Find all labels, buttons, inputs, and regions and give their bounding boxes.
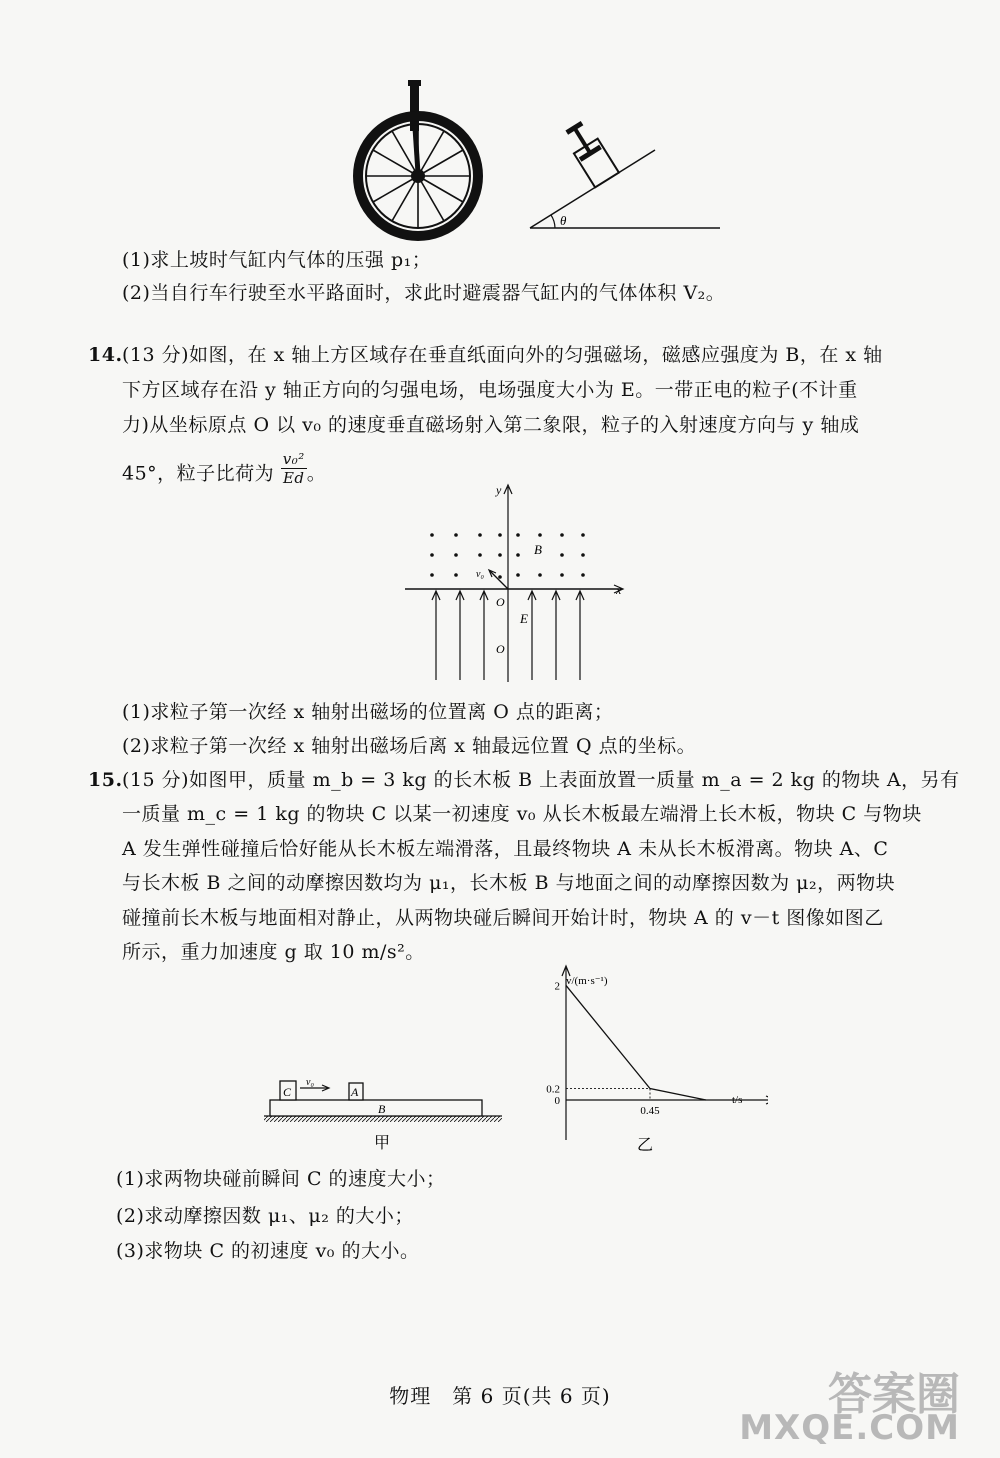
incline-shock-absorber-figure: [525, 110, 725, 235]
chart-ylabel: v/(m·s⁻¹): [566, 975, 608, 987]
q13-sub2: (2)当自行车行驶至水平路面时，求此时避震器气缸内的气体体积 V₂。: [122, 282, 726, 304]
lower-O-label: O: [496, 642, 505, 656]
series-A-line: [566, 985, 706, 1100]
q14-text-line3: 力)从坐标原点 O 以 v₀ 的速度垂直磁场射入第二象限，粒子的入射速度方向与 y 轴成: [122, 414, 860, 436]
q15-text-line5: 碰撞前长木板与地面相对静止，从两物块碰后瞬间开始计时，物块 A 的 v－t 图像如图乙: [122, 907, 884, 929]
q15-text-line4: 与长木板 B 之间的动摩擦因数均为 μ₁，长木板 B 与地面之间的动摩擦因数为 μ₂，两物块: [122, 872, 896, 894]
figure-jia: [262, 1070, 507, 1155]
x-axis-label: x: [616, 583, 622, 597]
chart-xlabel: t/s: [732, 1094, 743, 1106]
q15-number: 15.: [88, 769, 123, 791]
q15-sub1: (1)求两物块碰前瞬间 C 的速度大小；: [116, 1168, 446, 1190]
watermark-logo: 答案圈: [828, 1369, 960, 1420]
q13-sub1: (1)求上坡时气缸内气体的压强 p₁；: [122, 249, 432, 271]
block-A-label: A: [351, 1085, 359, 1099]
y-tick-0: 0: [554, 1095, 560, 1107]
origin-label: O: [496, 595, 505, 609]
ratio-end: 。: [306, 462, 327, 485]
q15-text-line6: 所示，重力加速度 g 取 10 m/s²。: [122, 941, 425, 963]
board-B-label: B: [378, 1102, 386, 1116]
q14-number: 14.: [88, 344, 123, 366]
bicycle-wheel-figure: [350, 78, 490, 243]
q15-text-line1: (15 分)如图甲，质量 m_b = 3 kg 的长木板 B 上表面放置一质量 m_a = 2 kg 的物块 A，另有: [122, 769, 960, 791]
ratio-numerator: v₀²: [282, 450, 305, 468]
v0-label: v₀: [476, 569, 484, 580]
q14-text-line1: (13 分)如图，在 x 轴上方区域存在垂直纸面向外的匀强磁场，磁感应强度为 B，在 x 轴: [122, 344, 883, 366]
theta-label: θ: [560, 213, 567, 228]
q15-sub3: (3)求物块 C 的初速度 v₀ 的大小。: [116, 1240, 420, 1262]
block-C-v0-label: v₀: [306, 1077, 314, 1088]
q14-sub2: (2)求粒子第一次经 x 轴射出磁场后离 x 轴最远位置 Q 点的坐标。: [122, 735, 697, 757]
y-tick-2: 2: [554, 980, 560, 993]
q14-text-line4-prefix: 45°，粒子比荷为: [122, 462, 275, 485]
caption-yi: 乙: [637, 1137, 654, 1154]
x-tick-0.45: 0.45: [640, 1105, 660, 1117]
q14-sub1: (1)求粒子第一次经 x 轴射出磁场的位置离 O 点的距离；: [122, 701, 614, 723]
field-diagram: [400, 482, 635, 687]
magnetic-field-label: B: [534, 542, 542, 557]
charge-mass-ratio: [281, 450, 307, 487]
q15-text-line2: 一质量 m_c = 1 kg 的物块 C 以某一初速度 v₀ 从长木板最左端滑上长木板，物块 C 与物块: [122, 803, 922, 825]
watermark-url: MXQE.COM: [739, 1408, 960, 1448]
electric-field-label: E: [520, 611, 528, 626]
ratio-denominator: Ed: [282, 469, 305, 487]
q14-text-line4: [122, 450, 327, 493]
y-axis-label: y: [496, 483, 502, 497]
q14-text-line2: 下方区域存在沿 y 轴正方向的匀强电场，电场强度大小为 E。一带正电的粒子(不计重: [122, 379, 858, 401]
vt-chart: [518, 960, 768, 1160]
q15-sub2: (2)求动摩擦因数 μ₁、μ₂ 的大小；: [116, 1205, 414, 1227]
caption-jia: 甲: [374, 1135, 391, 1152]
y-tick-0.2: 0.2: [546, 1083, 560, 1096]
q15-text-line3: A 发生弹性碰撞后恰好能从长木板左端滑落，且最终物块 A 未从长木板滑离。物块 A、C: [122, 838, 889, 860]
block-C-label: C: [283, 1085, 292, 1099]
page-footer: 物理 第 6 页(共 6 页): [389, 1384, 611, 1408]
